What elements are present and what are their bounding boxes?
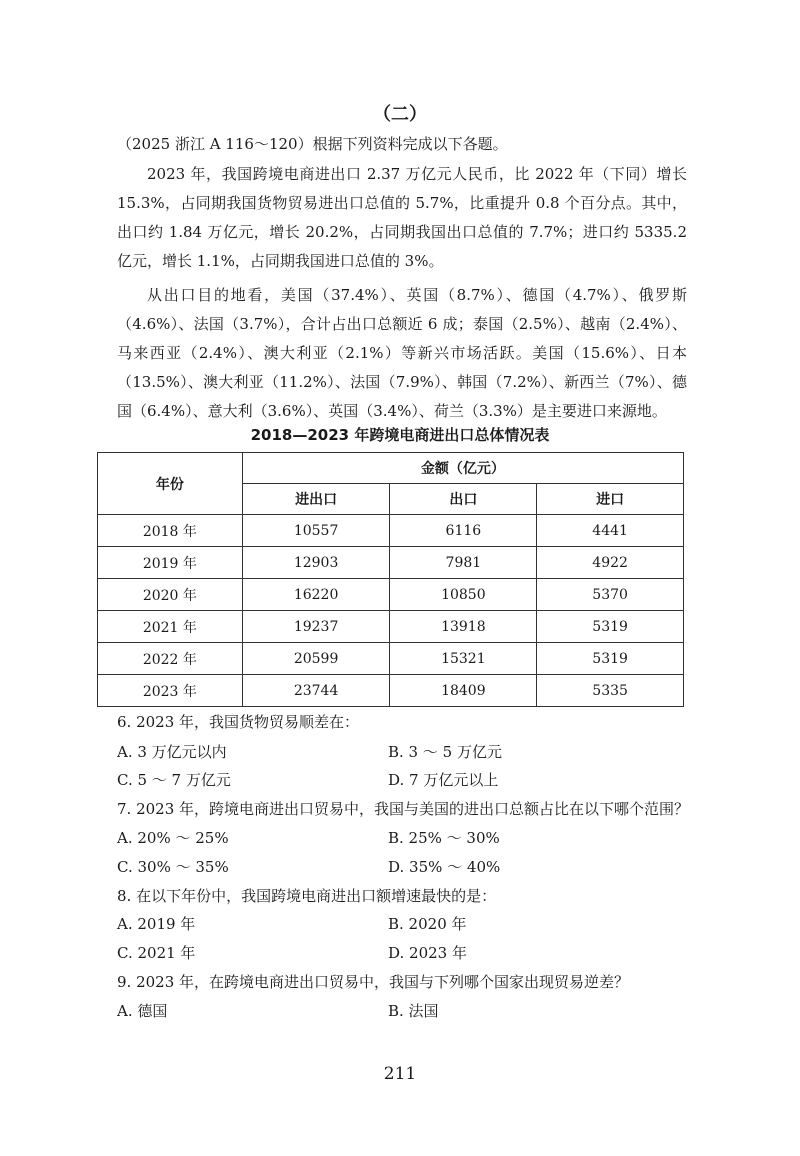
year-cell: 2018 年 [98, 515, 243, 547]
export-cell: 13918 [390, 611, 537, 643]
table-row [98, 579, 684, 611]
question-8-option-c: C. 2021 年 [117, 944, 196, 962]
export-column-header: 出口 [390, 484, 537, 515]
import-cell: 5319 [537, 611, 684, 643]
question-9-option-b: B. 法国 [388, 1002, 439, 1020]
year-cell: 2021 年 [98, 611, 243, 643]
total-cell: 16220 [242, 579, 390, 611]
import-cell: 5370 [537, 579, 684, 611]
year-header: 年份 [98, 453, 243, 515]
year-cell: 2023 年 [98, 675, 243, 707]
table-row [98, 675, 684, 707]
total-cell: 19237 [242, 611, 390, 643]
table-row [98, 515, 684, 547]
question-6-option-d: D. 7 万亿元以上 [388, 771, 499, 789]
question-8-option-a: A. 2019 年 [117, 915, 196, 933]
question-7-option-a: A. 20% ～ 25% [117, 829, 229, 847]
question-7-option-d: D. 35% ～ 40% [388, 858, 501, 876]
question-6-option-a: A. 3 万亿元以内 [117, 743, 227, 761]
export-cell: 18409 [390, 675, 537, 707]
total-column-header: 进出口 [242, 484, 390, 515]
table-header-row [98, 453, 684, 484]
question-7-option-b: B. 25% ～ 30% [388, 829, 500, 847]
export-cell: 6116 [390, 515, 537, 547]
total-cell: 10557 [242, 515, 390, 547]
amount-header: 金额（亿元） [242, 453, 683, 484]
import-cell: 5335 [537, 675, 684, 707]
section-title: （二） [373, 104, 427, 125]
table-title: 2018—2023 年跨境电商进出口总体情况表 [250, 426, 550, 444]
export-cell: 10850 [390, 579, 537, 611]
table-row [98, 611, 684, 643]
question-6-option-c: C. 5 ～ 7 万亿元 [117, 771, 231, 789]
year-cell: 2020 年 [98, 579, 243, 611]
question-8-option-b: B. 2020 年 [388, 915, 467, 933]
import-cell: 4441 [537, 515, 684, 547]
question-6-stem: 6. 2023 年，我国货物贸易顺差在： [117, 713, 360, 731]
question-7-option-c: C. 30% ～ 35% [117, 858, 229, 876]
import-cell: 5319 [537, 643, 684, 675]
question-7-stem: 7. 2023 年，跨境电商进出口贸易中，我国与美国的进出口总额占比在以下哪个范围？ [117, 800, 690, 818]
material-paragraph-1: 2023 年，我国跨境电商进出口 2.37 万亿元人民币，比 2022 年（下同）增长 15.3%，占同期我国货物贸易进出口总值的 5.7%，比重提升 0.8 个百分点。其中，出口约 1.84 万亿元，增长 20.2%，占同期我国出口总值的 7.7%；进口约 5335.2 亿元，增长 1.1%，占同期我国进口总值的 3%。 [117, 165, 687, 270]
year-cell: 2022 年 [98, 643, 243, 675]
question-6-option-b: B. 3 ～ 5 万亿元 [388, 743, 502, 761]
total-cell: 12903 [242, 547, 390, 579]
question-9-stem: 9. 2023 年，在跨境电商进出口贸易中，我国与下列哪个国家出现贸易逆差？ [117, 973, 630, 991]
import-column-header: 进口 [537, 484, 684, 515]
year-cell: 2019 年 [98, 547, 243, 579]
intro-line: （2025 浙江 A 116～120）根据下列资料完成以下各题。 [117, 135, 508, 153]
question-9-option-a: A. 德国 [117, 1002, 168, 1020]
question-8-stem: 8. 在以下年份中，我国跨境电商进出口额增速最快的是： [117, 887, 497, 905]
export-cell: 7981 [390, 547, 537, 579]
table-row [98, 643, 684, 675]
total-cell: 23744 [242, 675, 390, 707]
export-cell: 15321 [390, 643, 537, 675]
question-8-option-d: D. 2023 年 [388, 944, 467, 962]
total-cell: 20599 [242, 643, 390, 675]
trade-data-table [97, 452, 684, 707]
material-paragraph-2: 从出口目的地看，美国（37.4%）、英国（8.7%）、德国（4.7%）、俄罗斯（4.6%）、法国（3.7%），合计占出口总额近 6 成；泰国（2.5%）、越南（2.4%）、马来西亚（2.4%）、澳大利亚（2.1%）等新兴市场活跃。美国（15.6%）、日本（13.5%）、澳大利亚（11.2%）、法国（7.9%）、韩国（7.2%）、新西兰（7%）、德国（6.4%）、意大利（3.6%）、英国（3.4%）、荷兰（3.3%）是主要进口来源地。 [117, 286, 687, 420]
page-number: 211 [383, 1064, 417, 1084]
table-row [98, 547, 684, 579]
import-cell: 4922 [537, 547, 684, 579]
